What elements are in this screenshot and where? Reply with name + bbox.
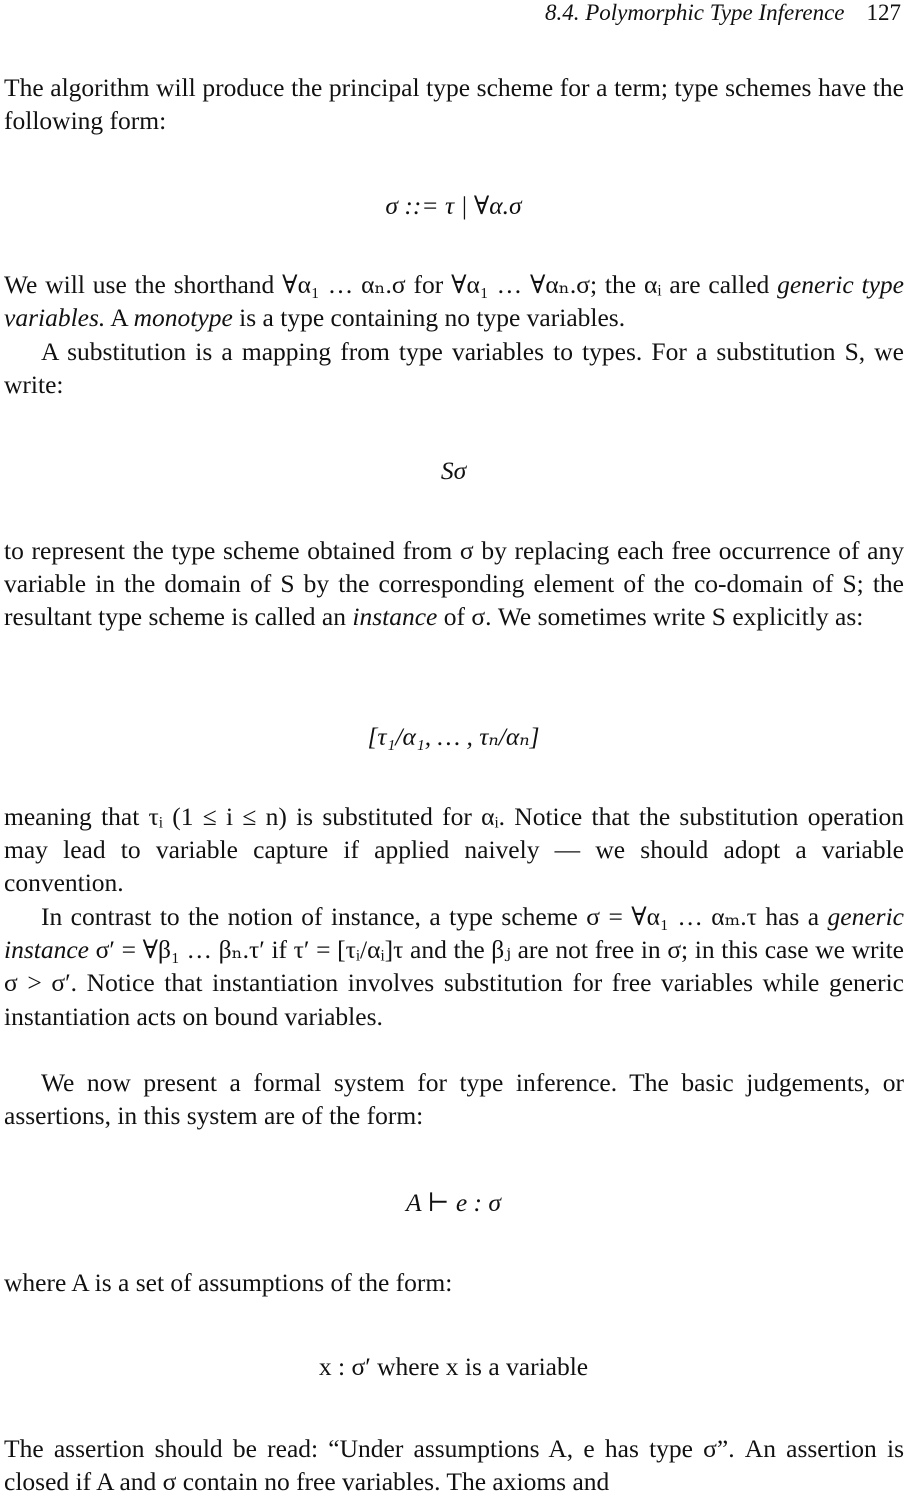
term-generic-instance: generic instance: [4, 902, 904, 965]
paragraph-8: where A is a set of assumptions of the form:: [4, 1268, 453, 1297]
paragraph-3: A substitution is a mapping from type variables to types. For a substitution S, we write:: [4, 337, 904, 400]
term-instance: instance: [352, 602, 438, 632]
paragraph-6-text-b: σ′ = ∀β₁ … βₙ.τ′ if τ′ = [τᵢ/αᵢ]τ and the βⱼ are not free in σ; in this case we write σ > σ′. Notice that instantiation involves substitution for free variables while generic instantiation acts on bound variables.: [4, 935, 904, 1031]
equation-assumption: x : σ′ where x is a variable: [318, 1352, 589, 1381]
equation-substitution: Sσ: [440, 456, 467, 485]
paragraph-4-text-a: to represent the type scheme obtained from σ by replacing each free occurrence of any variable in the domain of S by the corresponding element of the co-domain of S; the resultant type scheme is called an: [4, 536, 904, 632]
running-header: [545, 0, 901, 26]
paragraph-9: The assertion should be read: “Under assumptions A, e has type σ”. An assertion is closed if A and σ contain no free variables. The axioms and: [4, 1434, 904, 1497]
paragraph-5: meaning that τᵢ (1 ≤ i ≤ n) is substituted for αᵢ. Notice that the substitution operation may lead to variable capture if applied naively — we should adopt a variable convention.: [4, 802, 904, 898]
paragraph-1: The algorithm will produce the principal type scheme for a term; type schemes have the following form:: [4, 73, 904, 136]
paragraph-6: [4, 900, 904, 1033]
paragraph-4: [4, 534, 904, 634]
paragraph-2-text-a: We will use the shorthand ∀α₁ … αₙ.σ for ∀α₁ … ∀αₙ.σ; the αᵢ are called: [4, 270, 778, 299]
equation-substitution-explicit: [τ₁/α₁, … , τₙ/αₙ]: [367, 722, 540, 751]
paragraph-7: We now present a formal system for type inference. The basic judgements, or assertions, in this system are of the form:: [4, 1068, 904, 1131]
term-generic-type-variables: generic type variables.: [4, 270, 904, 333]
section-title: 8.4. Polymorphic Type Inference: [544, 0, 845, 25]
term-monotype: monotype: [133, 303, 233, 333]
equation-assertion: A ⊢ e : σ: [406, 1188, 501, 1217]
paragraph-2-text-b: A: [105, 303, 134, 333]
paragraph-6-text-a: In contrast to the notion of instance, a type scheme σ = ∀α₁ … αₘ.τ has a: [41, 902, 828, 931]
page-number: 127: [866, 0, 901, 25]
equation-type-scheme: σ ::= τ | ∀α.σ: [385, 191, 522, 220]
paragraph-2-text-c: is a type containing no type variables.: [232, 303, 626, 333]
paragraph-2: [4, 268, 904, 334]
paragraph-4-text-b: of σ. We sometimes write S explicitly as:: [437, 602, 864, 632]
